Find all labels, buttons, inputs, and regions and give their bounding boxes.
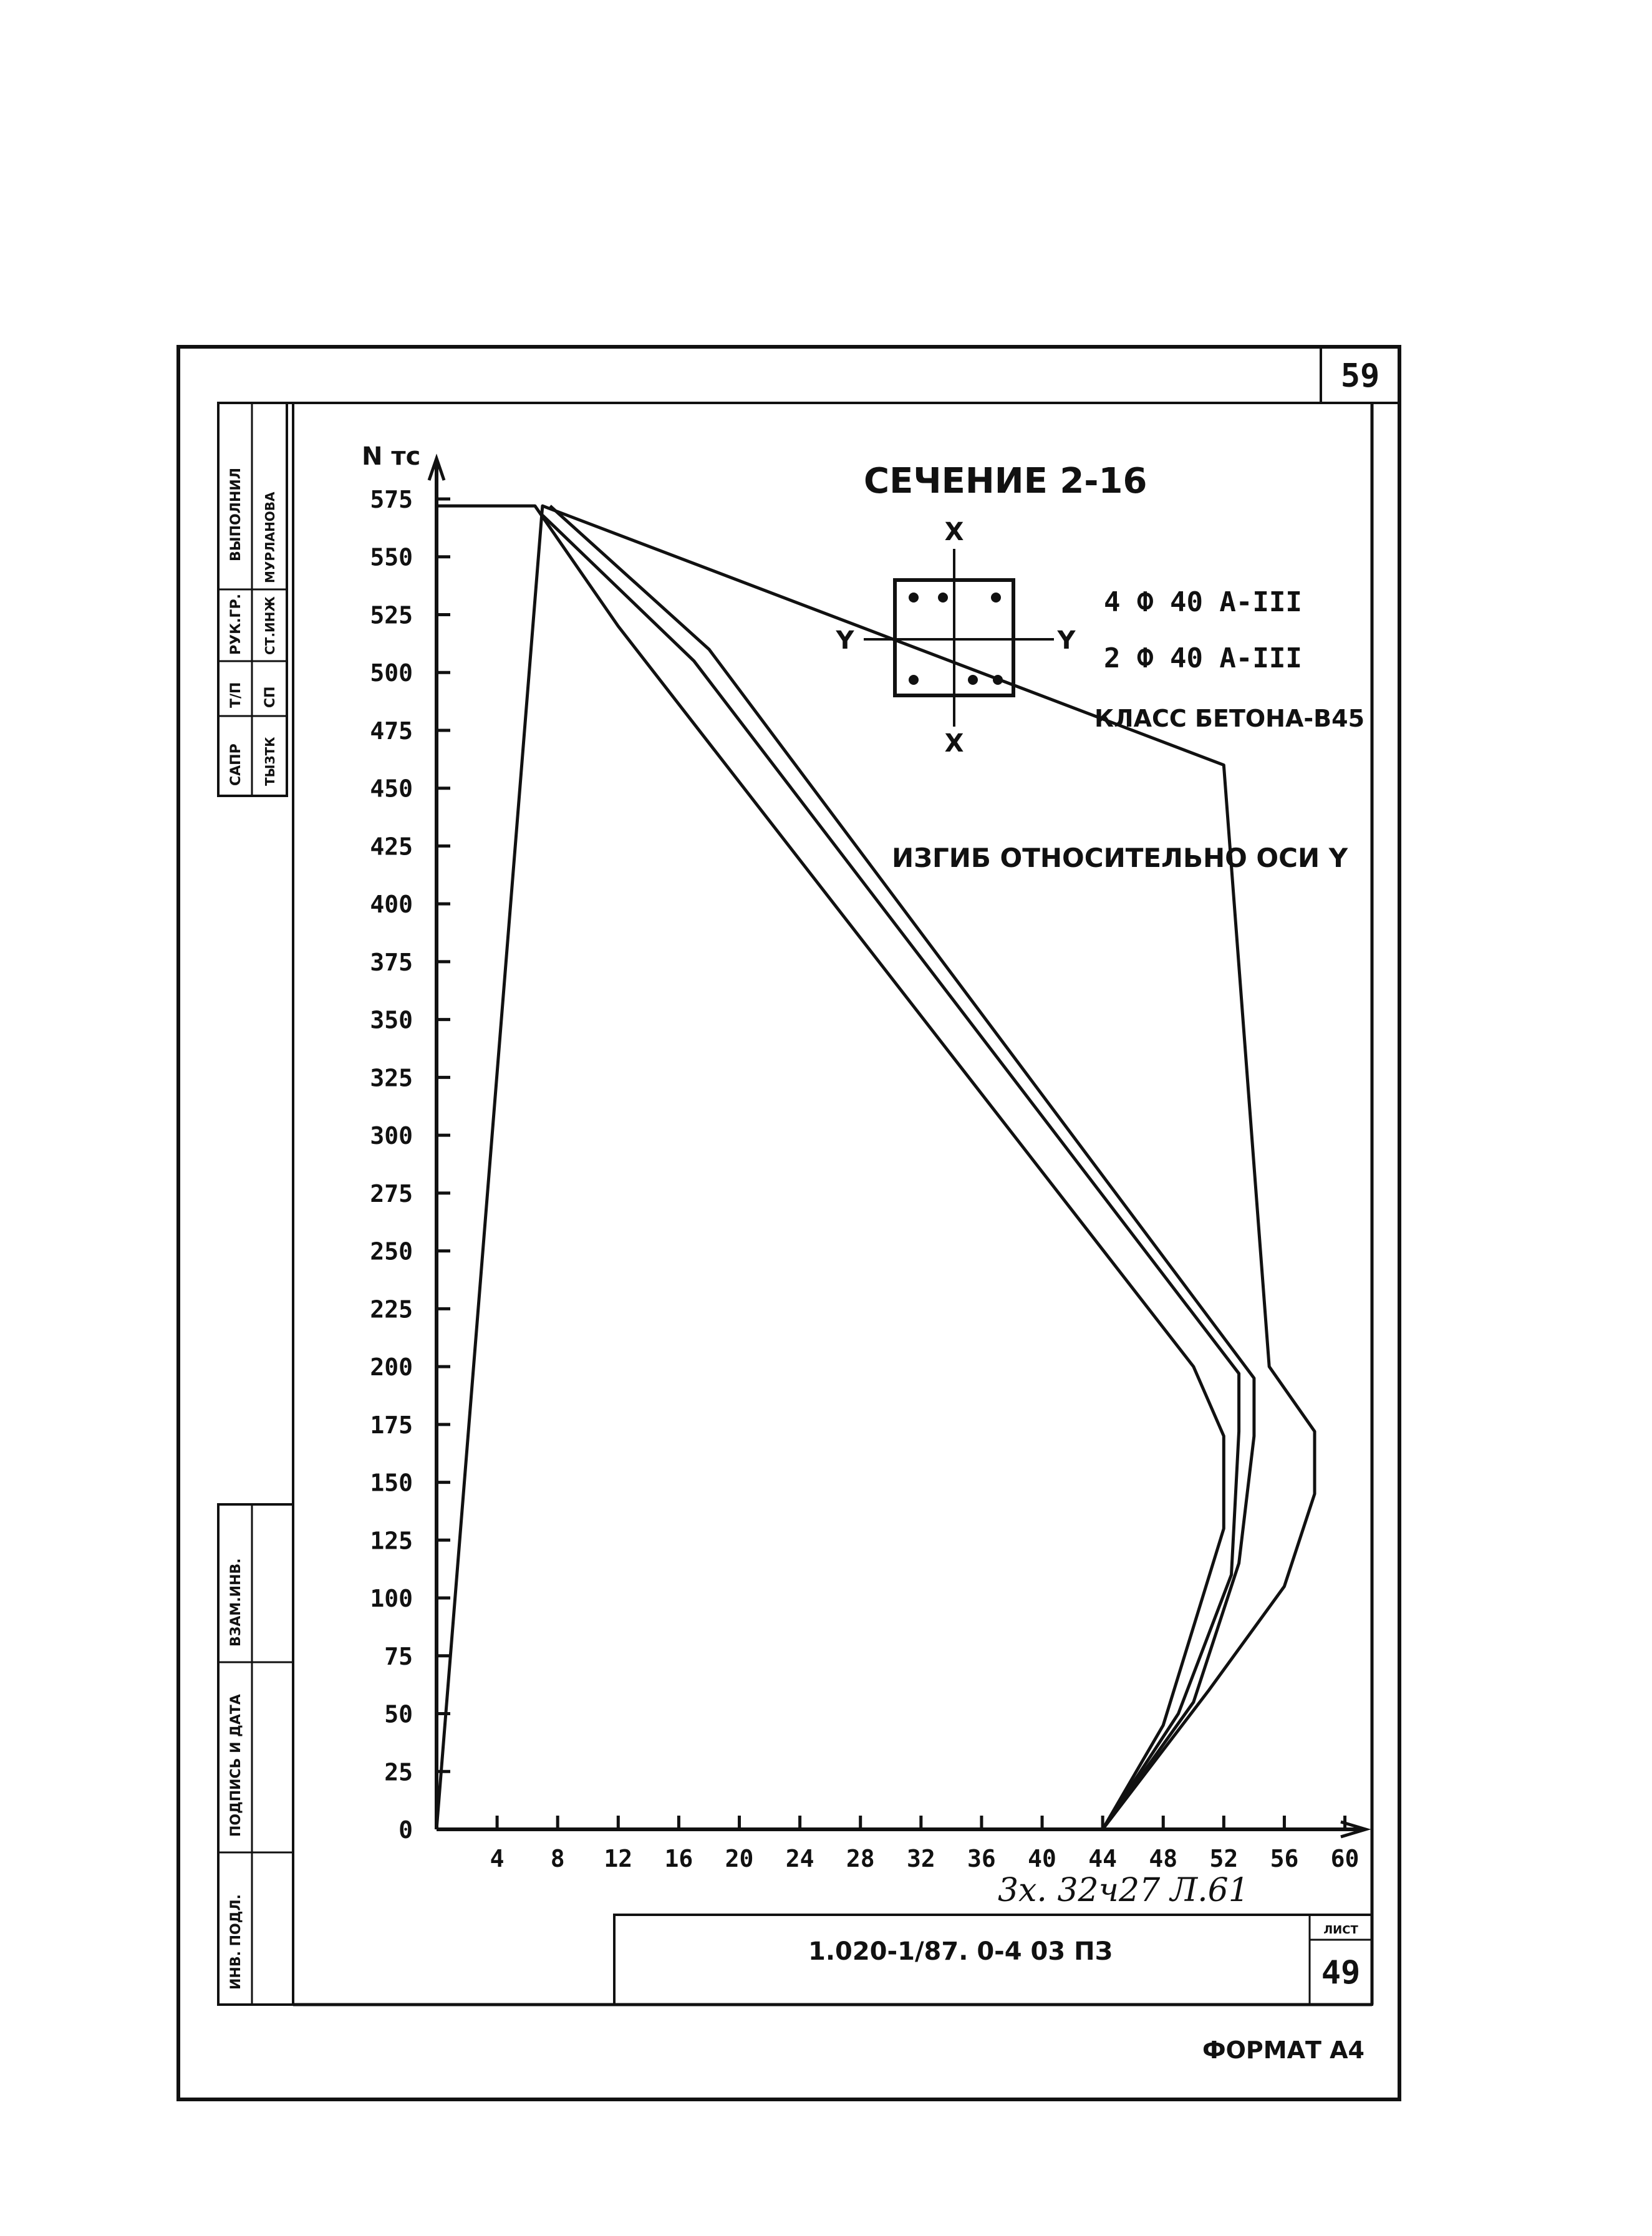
rebar-dot: [993, 675, 1003, 685]
y-tick-label: 550: [370, 543, 413, 571]
left-stamp-top: [218, 403, 287, 796]
x-tick-label: 56: [1270, 1845, 1299, 1872]
rebar-dot: [968, 675, 978, 685]
section-diagram: [836, 518, 1076, 758]
y-tick-label: 25: [384, 1758, 413, 1786]
handwritten-note: 3х. 32ч27 Л.61: [998, 1872, 1249, 1909]
y-tick-label: 525: [370, 601, 413, 629]
x-tick-label: 44: [1088, 1845, 1118, 1872]
y-tick-label: 300: [370, 1122, 413, 1150]
x-ticks: [490, 1816, 1360, 1872]
x-tick-label: 32: [906, 1845, 935, 1872]
y-tick-label: 400: [370, 891, 413, 919]
stamp-name-4: ТЫЗТК: [263, 737, 278, 786]
stamp-field-original-inv: ИНВ. ПОДЛ.: [228, 1894, 244, 1990]
top-page-number-box: [1321, 347, 1379, 403]
y-tick-label: 175: [370, 1411, 413, 1439]
x-tick-label: 8: [550, 1845, 565, 1872]
y-tick-label: 50: [384, 1700, 413, 1728]
stamp-name-1: МУРЛАНОВА: [263, 491, 278, 583]
y-tick-label: 200: [370, 1353, 413, 1382]
y-tick-label: 500: [370, 659, 413, 687]
y-tick-label: 350: [370, 1006, 413, 1034]
y-tick-label: 375: [370, 948, 413, 976]
y-tick-label: 75: [384, 1642, 413, 1670]
chart-title: СЕЧЕНИЕ 2-16: [864, 461, 1147, 501]
x-tick-label: 52: [1209, 1845, 1239, 1872]
reinforcement-label-1: 4 Ф 40 А-III: [1104, 586, 1302, 618]
x-tick-label: 28: [846, 1845, 875, 1872]
y-tick-label: 425: [370, 833, 413, 861]
stamp-field-signature-date: ПОДПИСЬ И ДАТА: [228, 1694, 244, 1837]
rebar-dot: [991, 593, 1001, 603]
y-tick-label: 250: [370, 1237, 413, 1266]
x-tick-label: 24: [785, 1845, 814, 1872]
stamp-name-2: СТ.ИНЖ: [263, 596, 278, 655]
y-tick-label: 275: [370, 1179, 413, 1208]
x-tick-label: 16: [664, 1845, 693, 1872]
x-tick-label: 20: [725, 1845, 754, 1872]
left-stamp-bottom: [218, 1504, 293, 2005]
x-tick-label: 40: [1028, 1845, 1056, 1872]
section-axis-x-bottom: X: [944, 729, 964, 758]
title-block: [614, 1915, 1372, 2005]
sheet-number: 49: [1321, 1954, 1361, 1992]
x-tick-label: 12: [604, 1845, 633, 1872]
y-tick-label: 475: [370, 717, 413, 745]
concrete-class-label: КЛАСС БЕТОНА-В45: [1094, 705, 1365, 732]
y-tick-label: 450: [370, 775, 413, 803]
stamp-field-replace-inv: ВЗАМ.ИНВ.: [228, 1558, 244, 1647]
stamp-name-3: СП: [263, 686, 278, 708]
section-axis-x-top: X: [944, 518, 964, 546]
x-tick-label: 48: [1149, 1845, 1178, 1872]
y-tick-label: 125: [370, 1527, 413, 1555]
x-tick-label: 60: [1330, 1845, 1360, 1872]
stamp-role-2: РУК.ГР.: [228, 594, 244, 655]
chart-subtitle: ИЗГИБ ОТНОСИТЕЛЬНО ОСИ Y: [892, 843, 1348, 873]
reinforcement-label-2: 2 Ф 40 А-III: [1104, 642, 1302, 674]
stamp-role-3: Т/П: [228, 682, 244, 708]
top-page-number: 59: [1340, 357, 1380, 395]
document-code: 1.020-1/87. 0-4 03 ПЗ: [808, 1937, 1113, 1966]
y-tick-label: 325: [370, 1064, 413, 1092]
y-tick-label: 0: [399, 1816, 413, 1844]
section-axis-y-left: Y: [836, 626, 854, 655]
y-tick-label: 575: [370, 486, 413, 513]
rebar-dot: [938, 593, 948, 603]
y-tick-label: 100: [370, 1585, 413, 1613]
section-axis-y-right: Y: [1057, 626, 1076, 655]
rebar-dot: [909, 593, 919, 603]
x-tick-label: 4: [490, 1845, 505, 1872]
format-label: ФОРМАТ А4: [1202, 2036, 1365, 2064]
stamp-role-4: САПР: [228, 743, 244, 786]
rebar-dot: [909, 675, 919, 685]
y-axis-label: N тс: [362, 442, 421, 471]
y-tick-label: 150: [370, 1469, 413, 1497]
y-tick-label: 225: [370, 1295, 413, 1324]
sheet-label: ЛИСТ: [1323, 1924, 1358, 1937]
x-tick-label: 36: [967, 1845, 996, 1872]
stamp-role-1: ВЫПОЛНИЛ: [228, 467, 244, 561]
